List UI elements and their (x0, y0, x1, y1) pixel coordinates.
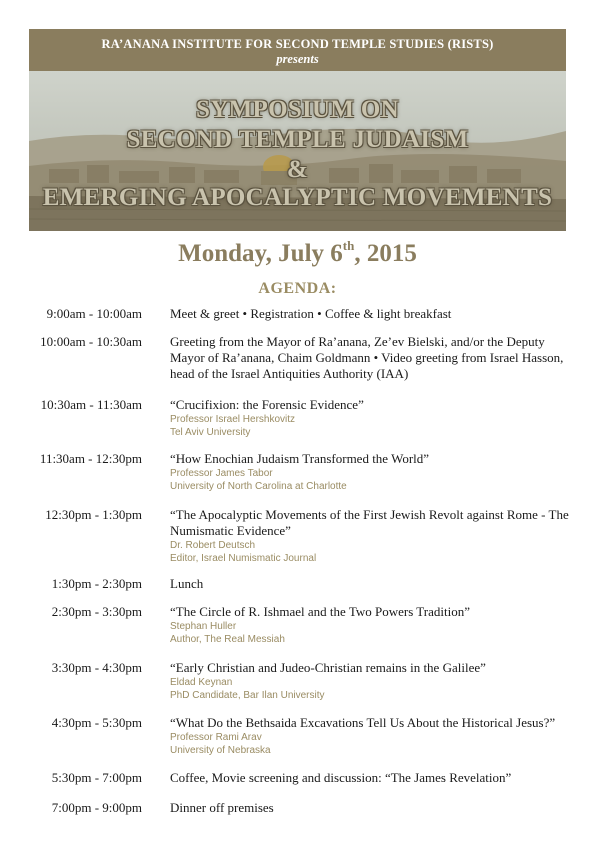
agenda-title: Coffee, Movie screening and discussion: “The James Revelation” (170, 770, 512, 785)
agenda-speaker: Professor Rami Arav (170, 732, 262, 743)
agenda-title: Greeting from the Mayor of Ra’anana, Ze’ev Bielski, and/or the Deputy Mayor of Ra’anana, Chaim Goldmann • Video greeting from Israel Hasson, head of the Israel Antiquities Authority (IAA) (170, 334, 564, 381)
banner-title-line-4: EMERGING APOCALYPTIC MOVEMENTS (42, 184, 553, 211)
agenda-time: 3:30pm - 4:30pm (51, 660, 142, 675)
title-banner (29, 71, 566, 231)
agenda-time: 9:00am - 10:00am (46, 306, 142, 321)
agenda-time: 1:30pm - 2:30pm (51, 576, 142, 591)
organization-name: RA’ANANA INSTITUTE FOR SECOND TEMPLE STUDIES (RISTS) (101, 37, 494, 51)
header-band (29, 29, 566, 71)
agenda-title: “Early Christian and Judeo-Christian remains in the Galilee” (170, 660, 486, 675)
agenda-time: 2:30pm - 3:30pm (51, 604, 142, 619)
agenda-affiliation: University of Nebraska (170, 745, 271, 756)
event-date (0, 238, 595, 268)
banner-title-ampersand: & (286, 156, 309, 183)
agenda-title: “The Apocalyptic Movements of the First Jewish Revolt against Rome - The Numismatic Evidence” (170, 507, 569, 538)
agenda-affiliation: Tel Aviv University (170, 427, 251, 438)
agenda-title: “What Do the Bethsaida Excavations Tell Us About the Historical Jesus?” (170, 715, 556, 730)
agenda-speaker: Dr. Robert Deutsch (170, 540, 256, 551)
agenda-speaker: Professor James Tabor (170, 468, 273, 479)
presents-label: presents (276, 52, 319, 66)
agenda-title: Meet & greet • Registration • Coffee & light breakfast (170, 306, 452, 321)
agenda-time: 10:00am - 10:30am (40, 334, 142, 349)
agenda-title: “How Enochian Judaism Transformed the World” (170, 451, 430, 466)
date-prefix: Monday, July 6 (178, 240, 343, 267)
agenda-speaker: Eldad Keynan (170, 677, 233, 688)
agenda-affiliation: Author, The Real Messiah (170, 634, 285, 645)
agenda-affiliation: University of North Carolina at Charlotte (170, 481, 347, 492)
agenda-affiliation: PhD Candidate, Bar Ilan University (170, 690, 325, 701)
agenda-speaker: Professor Israel Hershkovitz (170, 414, 296, 425)
agenda-heading: AGENDA: (258, 280, 337, 297)
date-year: , 2015 (354, 240, 417, 267)
agenda-time: 12:30pm - 1:30pm (45, 507, 142, 522)
agenda-title: “The Circle of R. Ishmael and the Two Powers Tradition” (170, 604, 470, 619)
banner-title-line-1: SYMPOSIUM ON (196, 96, 399, 123)
agenda-speaker: Stephan Huller (170, 621, 237, 632)
agenda-time: 10:30am - 11:30am (40, 397, 142, 412)
agenda-title: Lunch (170, 576, 204, 591)
date-suffix: th (342, 238, 355, 253)
agenda-time: 4:30pm - 5:30pm (51, 715, 142, 730)
agenda-time: 7:00pm - 9:00pm (51, 800, 142, 815)
agenda-affiliation: Editor, Israel Numismatic Journal (170, 553, 317, 564)
agenda-title: “Crucifixion: the Forensic Evidence” (170, 397, 364, 412)
banner-title-line-2: SECOND TEMPLE JUDAISM (126, 126, 469, 153)
agenda-time: 5:30pm - 7:00pm (51, 770, 142, 785)
agenda-time: 11:30am - 12:30pm (39, 451, 142, 466)
agenda-title: Dinner off premises (170, 800, 274, 815)
